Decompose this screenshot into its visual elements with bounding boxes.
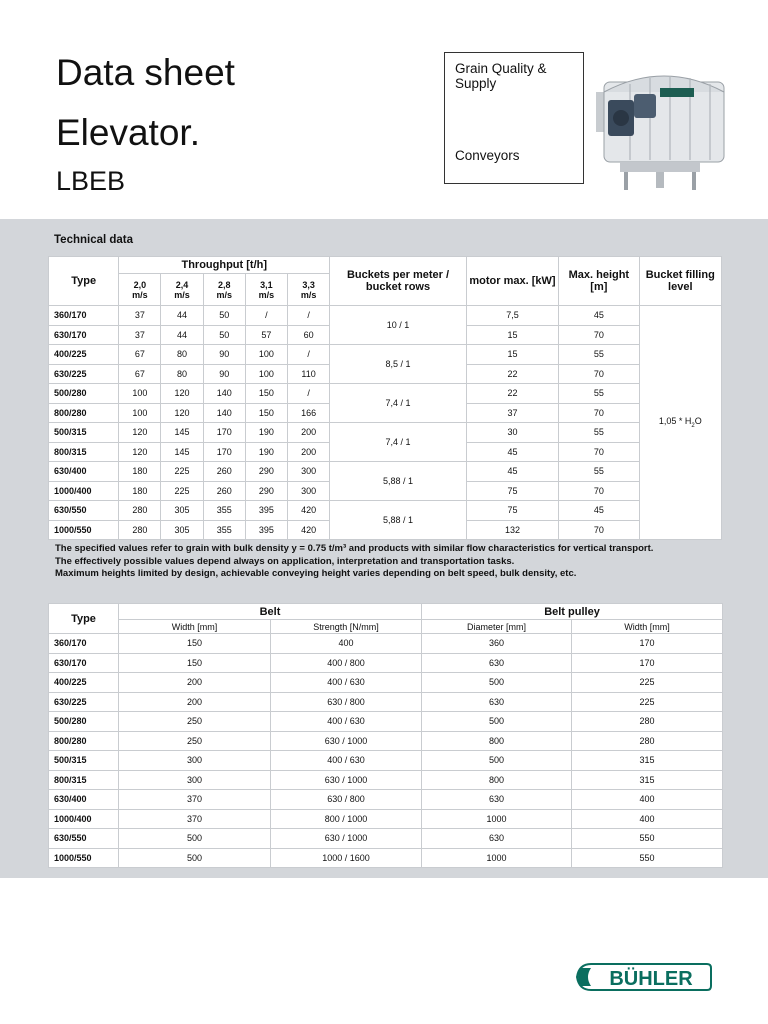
elevator-machine-image [590,62,730,190]
throughput-cell: 180 [119,462,161,482]
motor-cell: 15 [466,345,558,365]
type-cell: 800/280 [49,731,119,751]
height-cell: 70 [559,442,639,462]
throughput-cell: 50 [203,306,245,326]
table-row [49,423,722,443]
throughput-cell: / [287,345,329,365]
table-row [49,345,722,365]
belt-cell: 250 [119,731,271,751]
table-row [49,790,723,810]
belt-cell: 280 [572,731,723,751]
belt-cell: 150 [119,653,271,673]
throughput-cell: / [287,384,329,404]
belt-cell: 315 [572,770,723,790]
throughput-cell: 305 [161,501,203,521]
height-header: Max. height [m] [559,257,639,306]
belt-cell: 630 [422,653,572,673]
type-cell: 800/315 [49,442,119,462]
belt-cell: 150 [119,634,271,654]
belt-cell: 400 [572,790,723,810]
throughput-cell: 260 [203,481,245,501]
throughput-cell: 170 [203,442,245,462]
belt-cell: 370 [119,809,271,829]
throughput-cell: 44 [161,325,203,345]
height-cell: 55 [559,423,639,443]
throughput-cell: 300 [287,462,329,482]
belt-cell: 1000 [422,809,572,829]
height-cell: 55 [559,462,639,482]
throughput-cell: 260 [203,462,245,482]
throughput-header: Throughput [t/h] [119,257,330,274]
motor-cell: 30 [466,423,558,443]
throughput-cell: 395 [245,520,287,540]
belt-cell: 225 [572,673,723,693]
belt-cell: 400 / 630 [271,712,422,732]
belt-cell: 630 / 800 [271,692,422,712]
throughput-cell: 225 [161,481,203,501]
speed-header: 3,1 m/s [245,274,287,306]
throughput-cell: 145 [161,423,203,443]
belt-cell: 630 / 1000 [271,770,422,790]
height-cell: 70 [559,520,639,540]
table-row [49,673,723,693]
belt-cell: 360 [422,634,572,654]
belt-cell: 200 [119,692,271,712]
buhler-logo [573,962,713,992]
throughput-cell: 300 [287,481,329,501]
type-cell: 360/170 [49,306,119,326]
belt-cell: 200 [119,673,271,693]
type-cell: 630/170 [49,653,119,673]
notes [55,543,755,581]
belt-cell: 315 [572,751,723,771]
throughput-cell: 290 [245,481,287,501]
throughput-cell: 44 [161,306,203,326]
buckets-cell: 7,4 / 1 [330,423,467,462]
throughput-cell: 80 [161,364,203,384]
throughput-cell: 67 [119,345,161,365]
belt-cell: 630 / 1000 [271,829,422,849]
belt-cell: 630 [422,829,572,849]
height-cell: 45 [559,306,639,326]
type-cell: 500/280 [49,384,119,404]
type-cell: 800/280 [49,403,119,423]
filling-cell [639,306,721,540]
table-row [49,634,723,654]
technical-data-table [48,256,722,540]
throughput-cell: 420 [287,520,329,540]
motor-cell: 75 [466,501,558,521]
belt-cell: 500 [422,751,572,771]
table-row [49,731,723,751]
throughput-cell: 355 [203,501,245,521]
throughput-cell: 60 [287,325,329,345]
motor-header: motor max. [kW] [466,257,558,306]
motor-cell: 22 [466,384,558,404]
table-row [49,306,722,326]
throughput-cell: 120 [161,403,203,423]
throughput-cell: 280 [119,520,161,540]
table-row [49,848,723,868]
motor-cell: 132 [466,520,558,540]
section-title: Technical data [54,234,134,246]
throughput-cell: / [245,306,287,326]
buckets-cell: 7,4 / 1 [330,384,467,423]
height-cell: 45 [559,501,639,521]
brand-name: BÜHLER [609,968,693,990]
throughput-cell: 395 [245,501,287,521]
belt-cell: 800 / 1000 [271,809,422,829]
throughput-cell: 100 [245,364,287,384]
table-row [49,770,723,790]
throughput-cell: 200 [287,423,329,443]
throughput-cell: 50 [203,325,245,345]
throughput-cell: 37 [119,306,161,326]
throughput-cell: 170 [203,423,245,443]
filling-subscript: 2 [691,422,695,429]
type-cell: 500/280 [49,712,119,732]
type-cell: 360/170 [49,634,119,654]
throughput-cell: 355 [203,520,245,540]
type-cell: 630/400 [49,462,119,482]
type-cell: 630/400 [49,790,119,810]
type-cell: 630/550 [49,829,119,849]
belt-cell: 400 [271,634,422,654]
throughput-cell: 90 [203,364,245,384]
belt-cell: 630 / 1000 [271,731,422,751]
belt-cell: 630 / 800 [271,790,422,810]
filling-tail: O [694,416,702,427]
motor-cell: 75 [466,481,558,501]
height-cell: 70 [559,364,639,384]
throughput-cell: 100 [245,345,287,365]
buckets-cell: 5,88 / 1 [330,462,467,501]
type-header: Type [49,257,119,306]
belt-cell: 500 [119,848,271,868]
throughput-cell: 420 [287,501,329,521]
throughput-cell: 180 [119,481,161,501]
note-line: Maximum heights limited by design, achievable conveying height varies depending on belt speed, bulk density, etc. [55,568,577,580]
motor-cell: 37 [466,403,558,423]
throughput-cell: 305 [161,520,203,540]
type-cell: 630/225 [49,364,119,384]
note-line: The specified values refer to grain with bulk density y = 0.75 t/m³ and products with similar flow characteristics for vertical transport. [55,543,654,554]
throughput-cell: 190 [245,423,287,443]
belt-cell: 400 [572,809,723,829]
buckets-cell: 5,88 / 1 [330,501,467,540]
throughput-cell: 67 [119,364,161,384]
belt-col-header: Strength [N/mm] [271,620,422,634]
belt-cell: 370 [119,790,271,810]
height-cell: 55 [559,345,639,365]
belt-cell: 300 [119,770,271,790]
type-cell: 500/315 [49,423,119,443]
throughput-cell: 280 [119,501,161,521]
motor-cell: 22 [466,364,558,384]
belt-cell: 500 [119,829,271,849]
belt-cell: 500 [422,712,572,732]
belt-cell: 1000 / 1600 [271,848,422,868]
throughput-cell: / [287,306,329,326]
type-cell: 800/315 [49,770,119,790]
belt-cell: 170 [572,653,723,673]
table-row [49,692,723,712]
throughput-cell: 57 [245,325,287,345]
type-cell: 1000/550 [49,520,119,540]
page-title-line2: Elevator. [56,112,200,153]
filling-header: Bucket filling level [639,257,721,306]
throughput-cell: 140 [203,384,245,404]
throughput-cell: 150 [245,403,287,423]
throughput-cell: 140 [203,403,245,423]
throughput-cell: 100 [119,403,161,423]
throughput-cell: 200 [287,442,329,462]
belt-cell: 225 [572,692,723,712]
belt-col-header: Diameter [mm] [422,620,572,634]
category-label: Grain Quality & Supply [455,61,547,91]
motor-cell: 7,5 [466,306,558,326]
throughput-cell: 80 [161,345,203,365]
type-cell: 630/550 [49,501,119,521]
table-row [49,501,722,521]
height-cell: 70 [559,481,639,501]
table-row [49,653,723,673]
subcategory-label: Conveyors [455,148,520,163]
buckets-cell: 10 / 1 [330,306,467,345]
type-cell: 1000/550 [49,848,119,868]
throughput-cell: 110 [287,364,329,384]
belt-col-header: Width [mm] [119,620,271,634]
belt-header: Belt [119,604,422,620]
belt-cell: 550 [572,848,723,868]
throughput-cell: 150 [245,384,287,404]
belt-cell: 250 [119,712,271,732]
belt-cell: 280 [572,712,723,732]
type-cell: 400/225 [49,673,119,693]
belt-cell: 500 [422,673,572,693]
type-cell: 1000/400 [49,481,119,501]
throughput-cell: 120 [161,384,203,404]
pulley-header: Belt pulley [422,604,723,620]
throughput-cell: 90 [203,345,245,365]
belt-cell: 400 / 800 [271,653,422,673]
belt-cell: 1000 [422,848,572,868]
speed-header: 2,8 m/s [203,274,245,306]
table-row [49,829,723,849]
throughput-cell: 190 [245,442,287,462]
type-cell: 500/315 [49,751,119,771]
belt-col-header: Width [mm] [572,620,723,634]
throughput-cell: 120 [119,442,161,462]
table-row [49,809,723,829]
type-cell: 400/225 [49,345,119,365]
table-row [49,384,722,404]
speed-header: 2,4 m/s [161,274,203,306]
motor-cell: 45 [466,442,558,462]
belt-cell: 400 / 630 [271,673,422,693]
height-cell: 70 [559,403,639,423]
throughput-cell: 120 [119,423,161,443]
table-row [49,712,723,732]
category-box [444,52,584,184]
belt-cell: 400 / 630 [271,751,422,771]
belt-cell: 800 [422,770,572,790]
height-cell: 70 [559,325,639,345]
type-cell: 1000/400 [49,809,119,829]
belt-cell: 170 [572,634,723,654]
throughput-cell: 37 [119,325,161,345]
belt-type-header: Type [49,604,119,634]
throughput-cell: 225 [161,462,203,482]
belt-cell: 630 [422,692,572,712]
throughput-cell: 166 [287,403,329,423]
filling-value: 1,05 * H [658,416,692,427]
belt-cell: 550 [572,829,723,849]
buckets-cell: 8,5 / 1 [330,345,467,384]
page-title: Data sheet [56,52,235,93]
belt-cell: 630 [422,790,572,810]
throughput-cell: 290 [245,462,287,482]
height-cell: 55 [559,384,639,404]
throughput-cell: 145 [161,442,203,462]
table-row [49,751,723,771]
speed-header: 2,0 m/s [119,274,161,306]
type-cell: 630/225 [49,692,119,712]
belt-table [48,603,723,868]
throughput-cell: 100 [119,384,161,404]
belt-cell: 300 [119,751,271,771]
speed-header: 3,3 m/s [287,274,329,306]
buckets-header: Buckets per meter / bucket rows [330,257,467,306]
motor-cell: 15 [466,325,558,345]
type-cell: 630/170 [49,325,119,345]
table-row [49,462,722,482]
note-line: The effectively possible values depend always on application, interpretation and transportation tasks. [55,555,515,567]
motor-cell: 45 [466,462,558,482]
belt-cell: 800 [422,731,572,751]
product-code: LBEB [56,166,126,196]
